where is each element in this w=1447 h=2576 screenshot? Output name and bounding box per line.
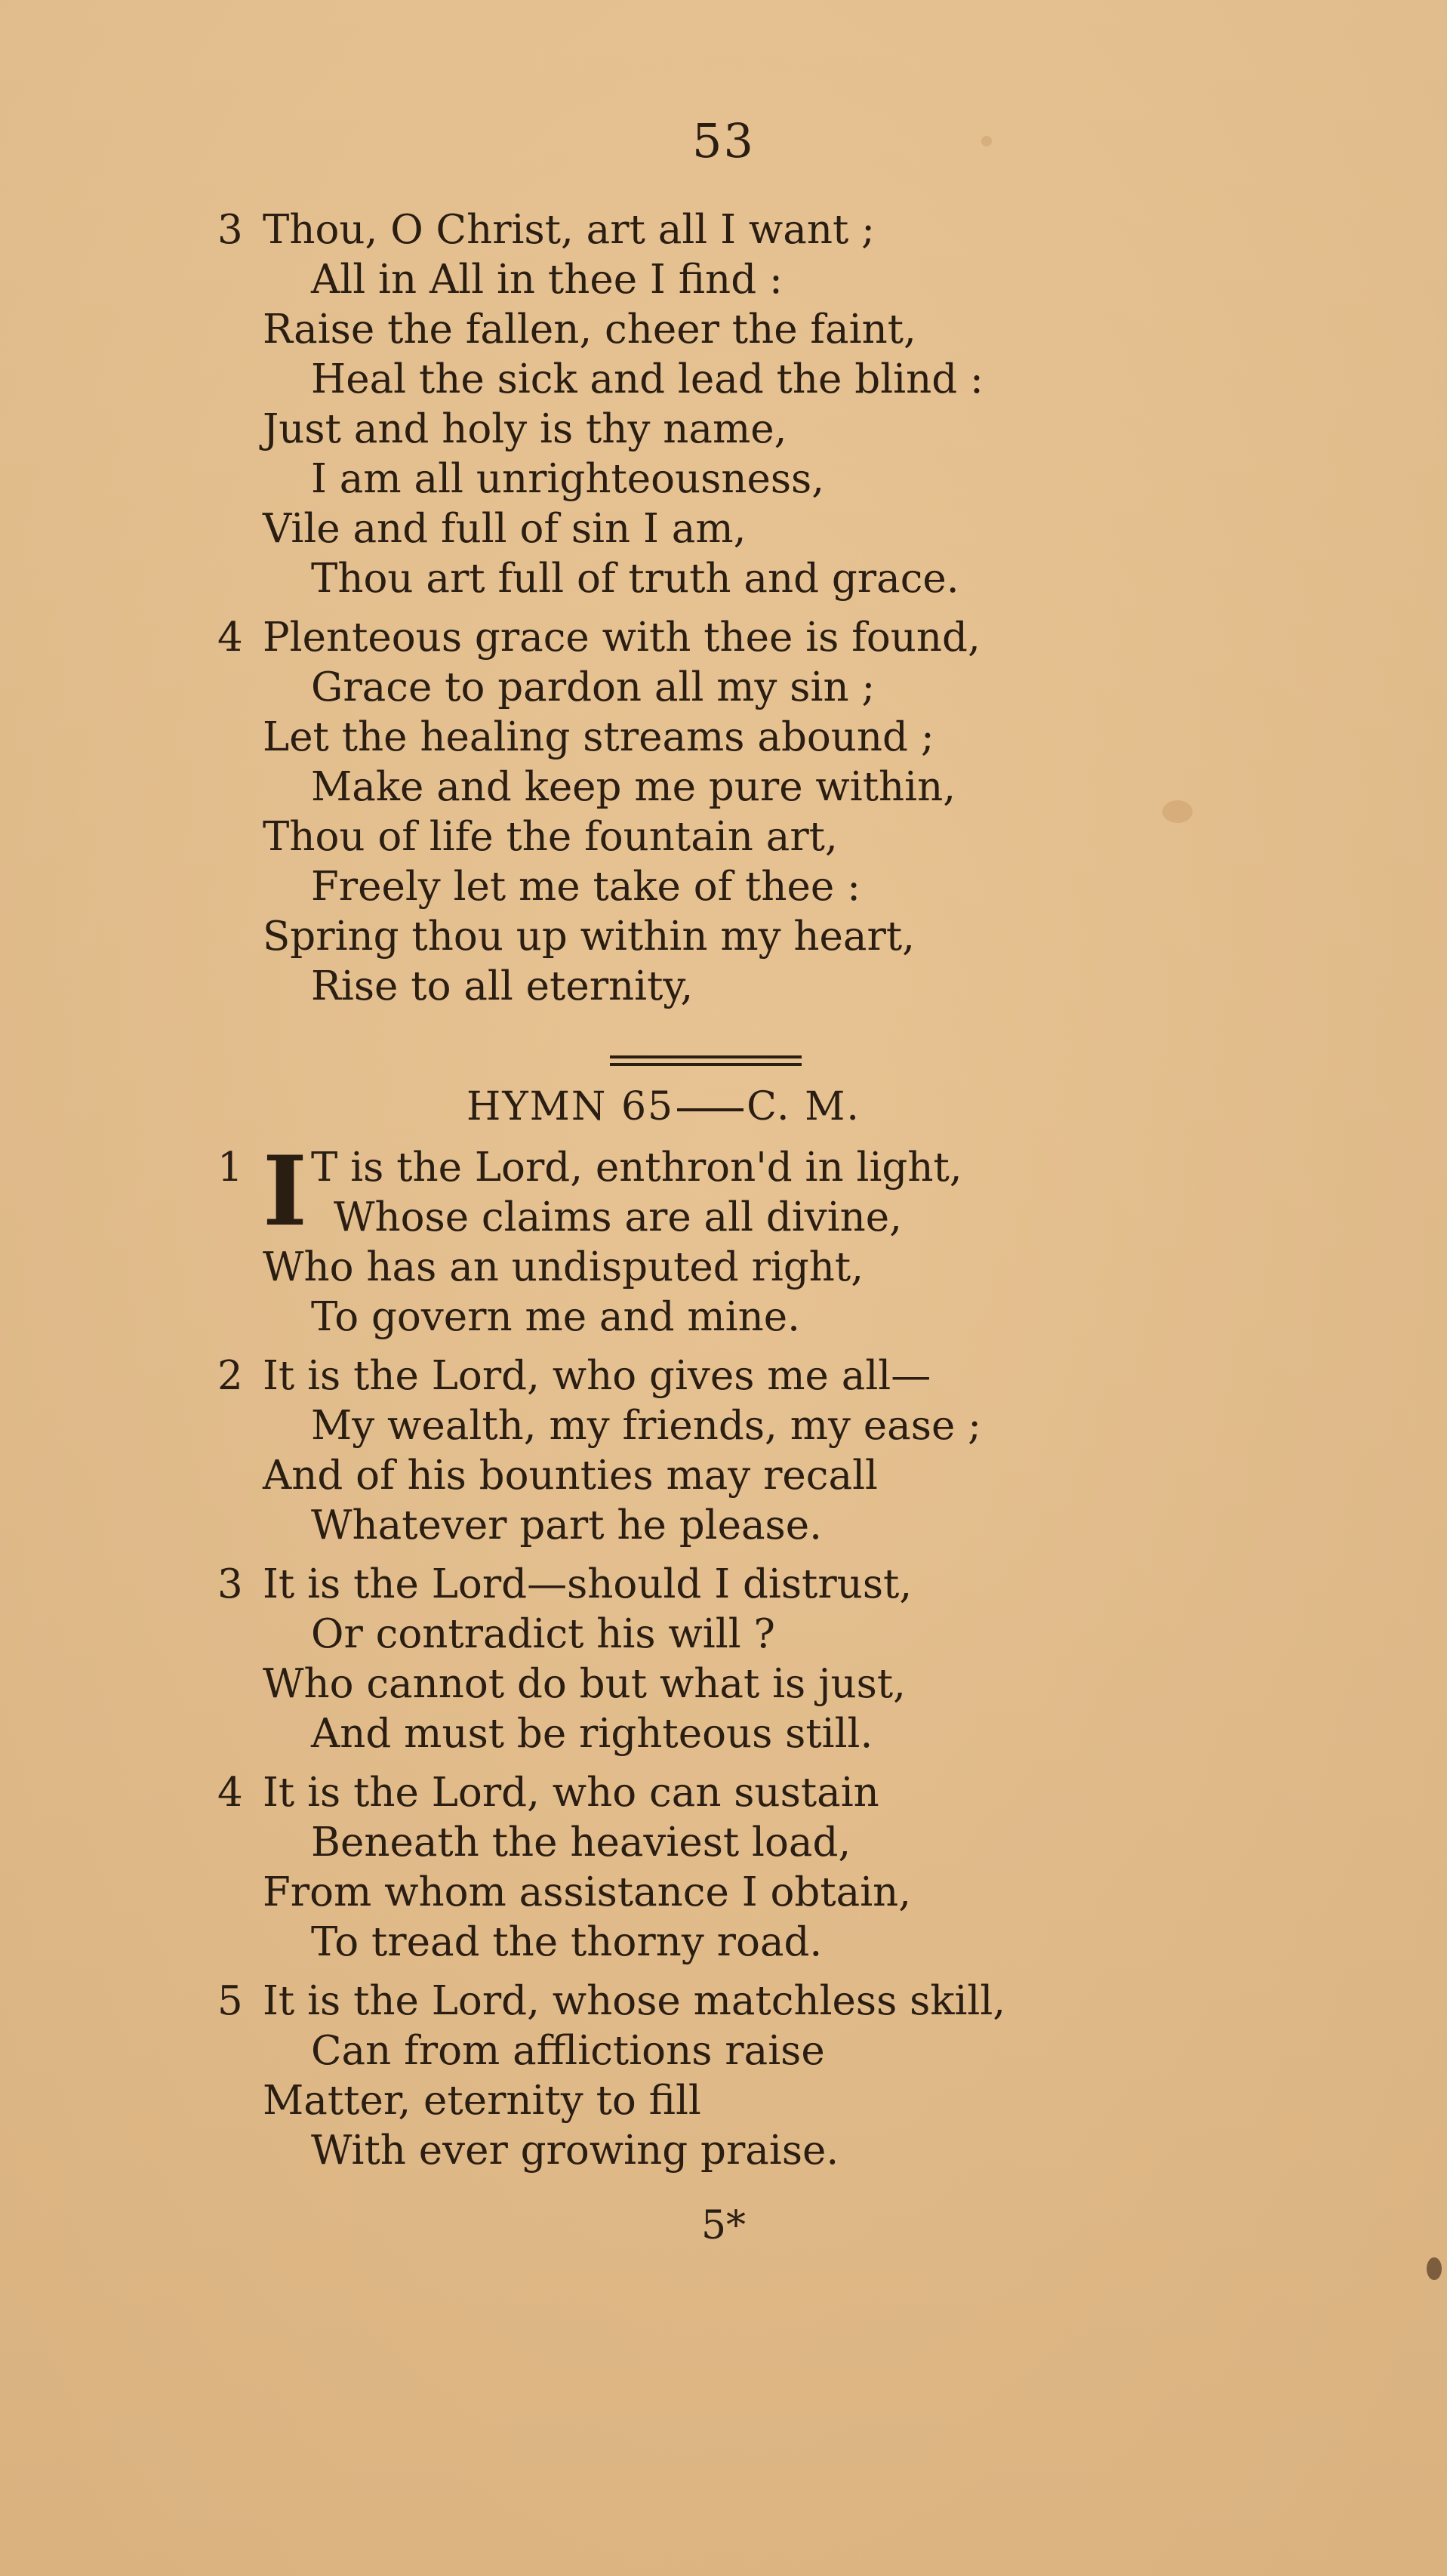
verse-line: Spring thou up within my heart, xyxy=(263,914,915,960)
stanza xyxy=(204,1768,1049,1967)
stanza-number: 3 xyxy=(217,207,243,253)
verse-line: With ever growing praise. xyxy=(311,2128,839,2174)
verse-line: Or contradict his will ? xyxy=(311,1611,775,1657)
verse-line: And must be righteous still. xyxy=(311,1711,873,1757)
verse-line: 2 It is the Lord, who gives me all— xyxy=(204,1351,1049,1401)
verse-line: Matter, eternity to fill xyxy=(263,2078,701,2124)
stanza xyxy=(204,1560,1049,1759)
paper-stain xyxy=(1427,2257,1442,2280)
verse-line: I am all unrighteousness, xyxy=(311,456,825,502)
verse-line: Heal the sick and lead the blind : xyxy=(311,356,984,402)
verse-line: Raise the fallen, cheer the faint, xyxy=(263,307,916,353)
stanza-number: 2 xyxy=(217,1353,243,1399)
paper-stain xyxy=(1162,800,1193,823)
verse-line: 1 I T is the Lord, enthron'd in light, xyxy=(217,1135,962,1247)
verse-line: Vile and full of sin I am, xyxy=(263,506,747,552)
stanza xyxy=(204,205,1049,604)
stanza-number: 4 xyxy=(217,615,243,661)
hymn-title: HYMN 65 xyxy=(466,1084,675,1129)
verse-line: Just and holy is thy name, xyxy=(263,406,787,452)
verse-line: Beneath the heaviest load, xyxy=(311,1820,851,1866)
hymn-heading xyxy=(204,1078,1049,1135)
verse-line: Thou art full of truth and grace. xyxy=(311,556,959,602)
verse-line: Freely let me take of thee : xyxy=(311,864,861,910)
rule-line xyxy=(610,1055,802,1058)
verse-line: Can from afflictions raise xyxy=(311,2028,825,2074)
verse-line: To tread the thorny road. xyxy=(311,1919,823,1965)
verse-line: My wealth, my friends, my ease ; xyxy=(311,1403,982,1449)
verse-line: Whose claims are all divine, xyxy=(334,1194,903,1240)
verse-line: Thou of life the fountain art, xyxy=(263,814,838,860)
verse-line: 4 It is the Lord, who can sustain xyxy=(204,1768,1049,1818)
stanza-number: 1 xyxy=(217,1145,243,1191)
signature-mark: 5* xyxy=(700,2203,747,2248)
stanza-number: 3 xyxy=(217,1561,243,1607)
verse-line: Let the healing streams abound ; xyxy=(263,714,934,760)
hymn-meter: C. M. xyxy=(747,1084,861,1129)
stanza xyxy=(204,1977,1049,2176)
stanza xyxy=(204,1135,1049,1342)
verse-line: And of his bounties may recall xyxy=(263,1453,878,1499)
verse-line: All in All in thee I find : xyxy=(311,257,783,303)
stanza-number: 5 xyxy=(217,1978,243,2024)
verse-line: Rise to all eternity, xyxy=(311,963,694,1009)
page-number: 53 xyxy=(692,113,755,168)
drop-cap: I xyxy=(263,1135,307,1247)
verse-line: 3 Thou, O Christ, art all I want ; xyxy=(204,205,1049,255)
verse-line: Whatever part he please. xyxy=(311,1502,822,1548)
double-rule-divider xyxy=(204,1052,1049,1078)
rule-line xyxy=(610,1063,802,1066)
stanza-number: 4 xyxy=(217,1770,243,1816)
verse-line: From whom assistance I obtain, xyxy=(263,1869,912,1915)
hymn-text xyxy=(204,205,1049,2185)
verse-line: Make and keep me pure within, xyxy=(311,764,956,810)
verse-line: 5 It is the Lord, whose matchless skill, xyxy=(204,1977,1049,2026)
verse-line: To govern me and mine. xyxy=(311,1294,800,1340)
verse-line: 3 It is the Lord—should I distrust, xyxy=(204,1560,1049,1610)
stanza xyxy=(204,613,1049,1012)
verse-line: Who cannot do but what is just, xyxy=(263,1661,907,1707)
verse-line: Grace to pardon all my sin ; xyxy=(311,664,876,710)
verse-line: Who has an undisputed right, xyxy=(263,1244,864,1290)
verse-line: 4 Plenteous grace with thee is found, xyxy=(204,613,1049,663)
stanza xyxy=(204,1351,1049,1551)
heading-dash xyxy=(677,1108,744,1111)
